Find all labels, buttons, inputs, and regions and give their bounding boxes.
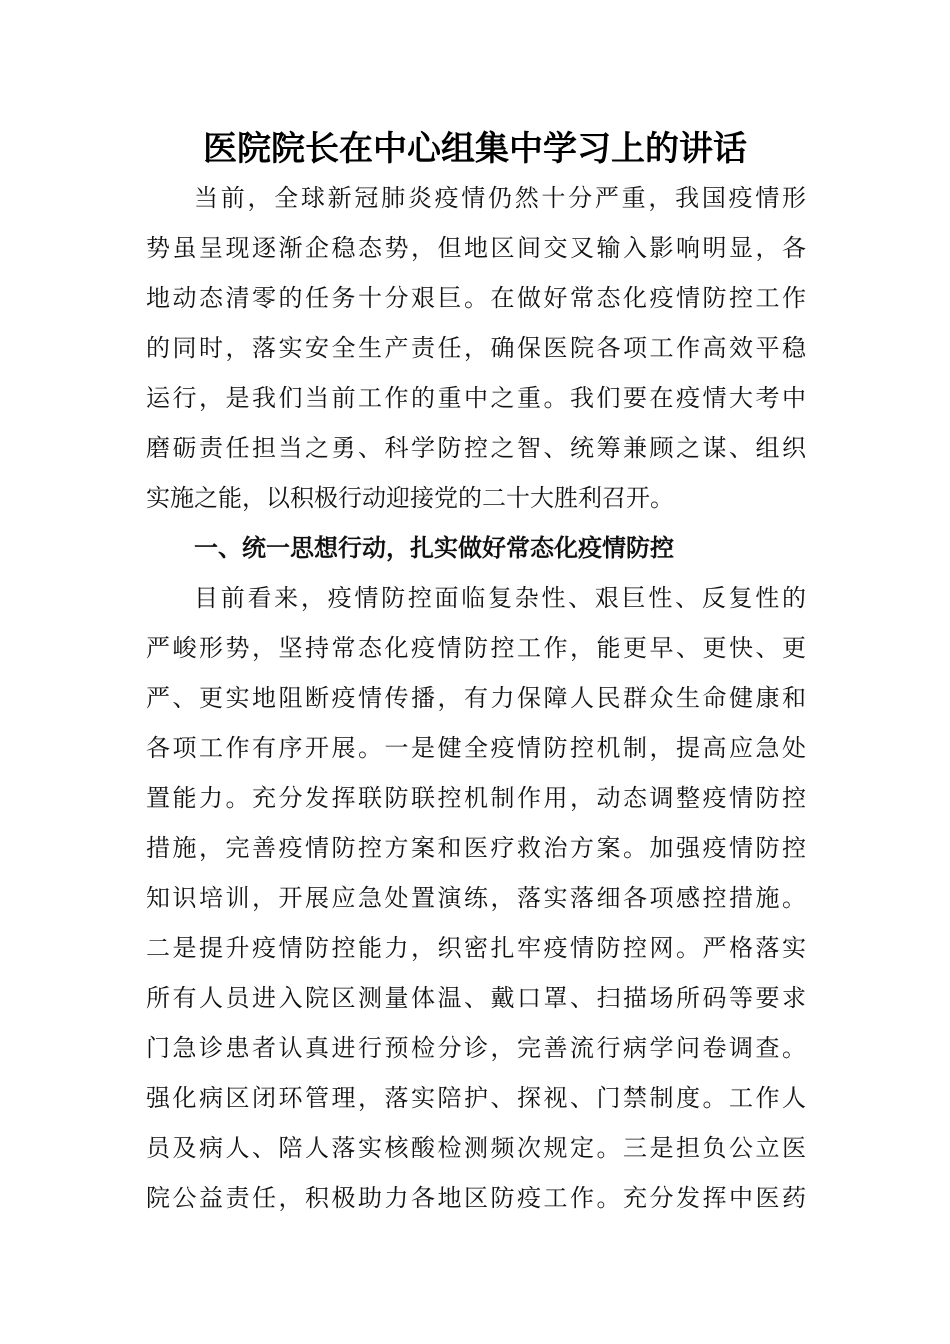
paragraph-2-line: 严、更实地阻断疫情传播，有力保障人民群众生命健康和 [146,684,806,712]
paragraph-1-line: 实施之能，以积极行动迎接党的二十大胜利召开。 [146,484,674,512]
paragraph-2-line: 所有人员进入院区测量体温、戴口罩、扫描场所码等要求 [146,984,806,1012]
paragraph-2-line: 知识培训，开展应急处置演练，落实落细各项感控措施。 [146,884,806,912]
paragraph-1-line: 运行，是我们当前工作的重中之重。我们要在疫情大考中 [146,384,806,412]
paragraph-2-line: 严峻形势，坚持常态化疫情防控工作，能更早、更快、更 [146,634,806,662]
paragraph-1-line: 当前，全球新冠肺炎疫情仍然十分严重，我国疫情形 [194,184,806,212]
paragraph-1-line: 磨砺责任担当之勇、科学防控之智、统筹兼顾之谋、组织 [146,434,806,462]
paragraph-2-line: 措施，完善疫情防控方案和医疗救治方案。加强疫情防控 [146,834,806,862]
document-title: 医院院长在中心组集中学习上的讲话 [203,129,747,169]
paragraph-2-line: 强化病区闭环管理，落实陪护、探视、门禁制度。工作人 [146,1084,806,1112]
paragraph-1-line: 的同时，落实安全生产责任，确保医院各项工作高效平稳 [146,334,806,362]
paragraph-2-line: 二是提升疫情防控能力，织密扎牢疫情防控网。严格落实 [146,934,806,962]
paragraph-2-line: 置能力。充分发挥联防联控机制作用，动态调整疫情防控 [146,784,806,812]
paragraph-2-line: 目前看来，疫情防控面临复杂性、艰巨性、反复性的 [194,584,806,612]
section-heading-1: 一、统一思想行动，扎实做好常态化疫情防控 [194,534,674,562]
paragraph-2-line: 各项工作有序开展。一是健全疫情防控机制，提高应急处 [146,734,806,762]
document-body [146,173,806,1223]
paragraph-1-line: 势虽呈现逐渐企稳态势，但地区间交叉输入影响明显，各 [146,234,806,262]
paragraph-2-line: 院公益责任，积极助力各地区防疫工作。充分发挥中医药 [146,1184,806,1212]
paragraph-2-line: 员及病人、陪人落实核酸检测频次规定。三是担负公立医 [146,1134,806,1162]
paragraph-2-line: 门急诊患者认真进行预检分诊，完善流行病学问卷调查。 [146,1034,806,1062]
paragraph-1-line: 地动态清零的任务十分艰巨。在做好常态化疫情防控工作 [146,284,806,312]
